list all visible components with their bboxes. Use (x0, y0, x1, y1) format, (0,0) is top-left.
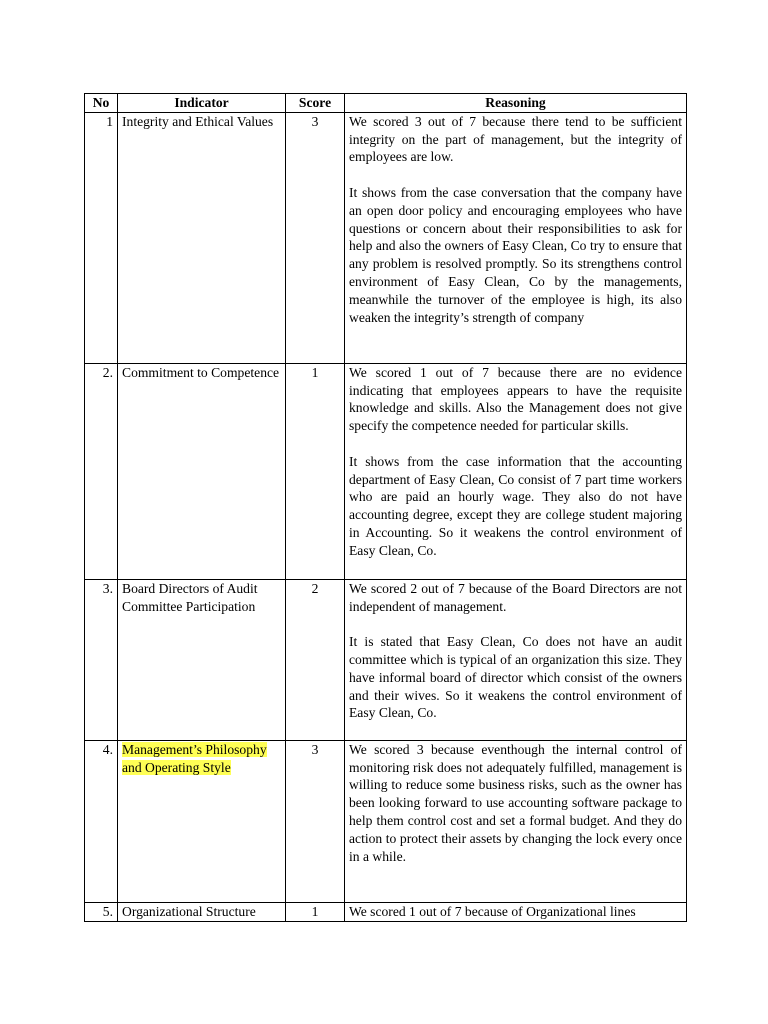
reasoning-paragraph: It shows from the case conversation that the company have an open door policy and encouraging employees who have questions or concern about their responsibilities to ask for help and also the owners of Easy Clean, Co try to ensure that any problem is resolved promptly. So its strengthens control environment of Easy Clean, Co by the managements, meanwhile the turnover of the employee is high, its also weaken the integrity’s strength of company (349, 184, 682, 325)
reasoning-paragraph: We scored 3 because eventhough the internal control of monitoring risk does not adequately fulfilled, management is willing to reduce some business risks, such as the owner has been looking forward to use accounting software package to help them control cost and set a formal budget. And they do action to protect their assets by changing the lock every once in a while. (349, 741, 682, 864)
table-row (85, 902, 687, 921)
row-score: 1 (286, 902, 345, 921)
header-no: No (85, 94, 118, 113)
reasoning-paragraph: It is stated that Easy Clean, Co does not have an audit committee which is typical of an organization this size. They have informal board of director which consist of the owners and their wives. So it weakens the control environment of Easy Clean, Co. (349, 634, 682, 721)
header-indicator: Indicator (118, 94, 286, 113)
row-number: 3. (85, 579, 118, 740)
row-reasoning (345, 902, 687, 921)
reasoning-paragraph: We scored 1 out of 7 because of Organizational lines (349, 903, 636, 919)
row-indicator: Organizational Structure (118, 902, 286, 921)
row-number: 1 (85, 112, 118, 363)
row-score: 3 (286, 112, 345, 363)
header-score: Score (286, 94, 345, 113)
reasoning-paragraph: We scored 2 out of 7 because of the Board Directors are not independent of management. (349, 580, 682, 614)
assessment-table (84, 93, 687, 922)
row-indicator: Board Directors of Audit Committee Participation (118, 579, 286, 740)
header-row (85, 94, 687, 113)
row-indicator: Integrity and Ethical Values (118, 112, 286, 363)
row-number: 5. (85, 902, 118, 921)
row-reasoning (345, 740, 687, 902)
reasoning-paragraph: We scored 1 out of 7 because there are no evidence indicating that employees appears to have the requisite knowledge and skills. Also the Management does not give specify the competence needed for particular skills. (349, 364, 682, 434)
row-indicator: Commitment to Competence (118, 363, 286, 579)
table-row (85, 363, 687, 579)
row-score: 2 (286, 579, 345, 740)
reasoning-paragraph: It shows from the case information that the accounting department of Easy Clean, Co consist of 7 part time workers who are paid an hourly wage. They also do not have accounting degree, except they are college student majoring in Accounting. So it weakens the control environment of Easy Clean, Co. (349, 453, 682, 558)
row-score: 3 (286, 740, 345, 902)
table-row (85, 740, 687, 902)
row-number: 2. (85, 363, 118, 579)
row-number: 4. (85, 740, 118, 902)
reasoning-paragraph: We scored 3 out of 7 because there tend to be sufficient integrity on the part of management, but the integrity of employees are low. (349, 113, 682, 165)
row-reasoning (345, 579, 687, 740)
highlighted-indicator: Management’s Philosophy and Operating Style (122, 741, 267, 775)
row-reasoning (345, 363, 687, 579)
row-indicator (118, 740, 286, 902)
row-score: 1 (286, 363, 345, 579)
table-row (85, 579, 687, 740)
header-reasoning: Reasoning (345, 94, 687, 113)
row-reasoning (345, 112, 687, 363)
table-row (85, 112, 687, 363)
